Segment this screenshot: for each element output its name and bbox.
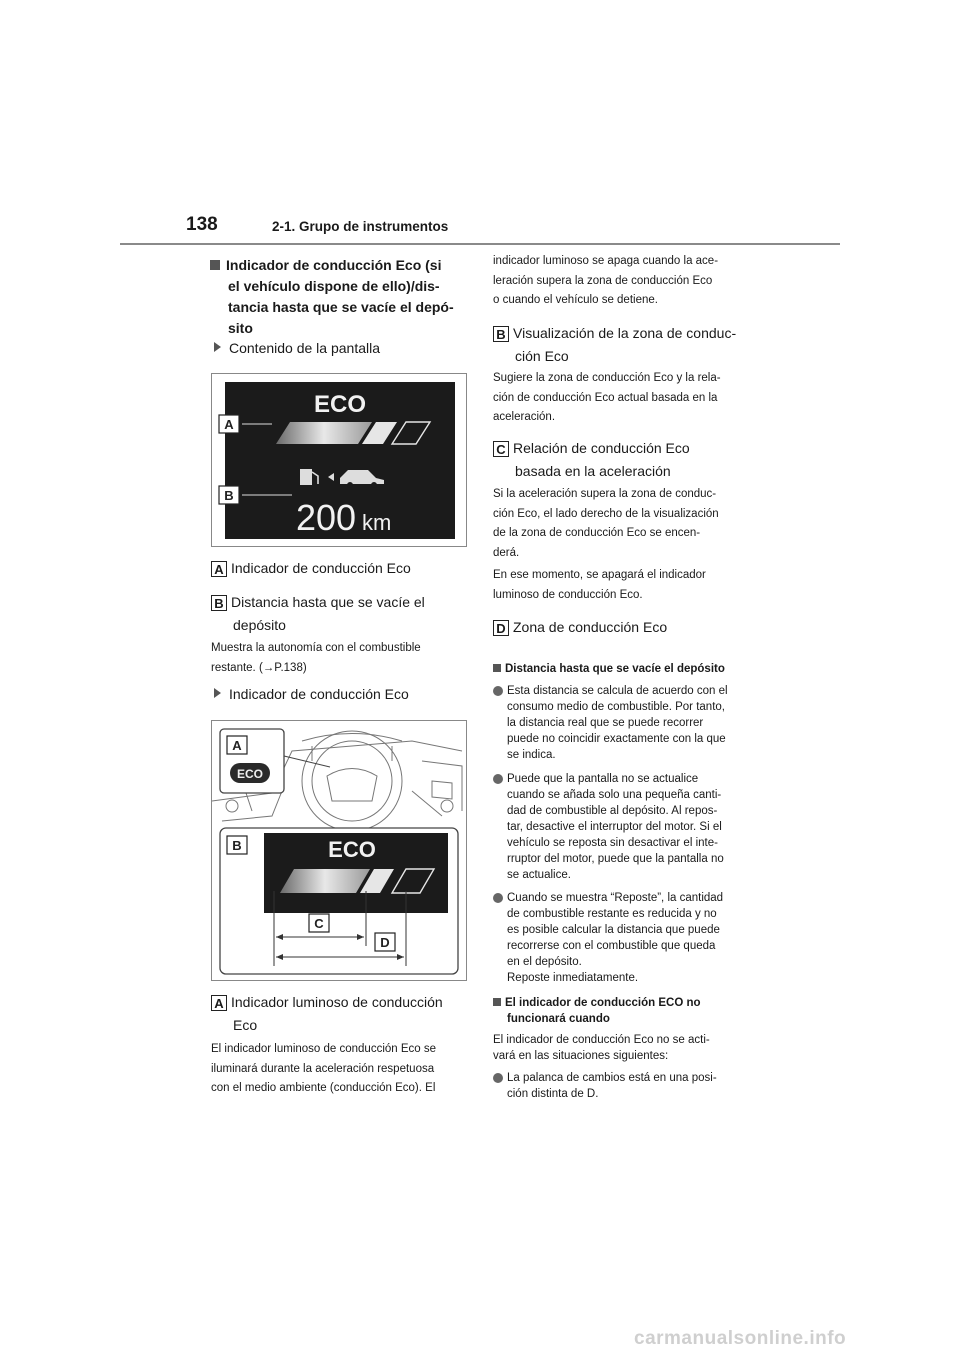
note-bullet-3: Cuando se muestra “Reposte”, la cantidad de combustible restante es reducida y no es posible calcular la distancia que puede recorrerse con el combustible que queda en el depósito. Reposte inmediatamente. <box>493 890 763 986</box>
callout-b: B <box>224 488 234 503</box>
range-unit: km <box>362 510 392 535</box>
eco-bar-text: ECO <box>328 837 376 862</box>
item-b-eco-zone-description: Sugiere la zona de conducción Eco y la rela- ción de conducción Eco actual basada en la aceleración. <box>493 372 721 423</box>
fig2-callout-d: D <box>380 935 390 950</box>
page-number: 138 <box>186 214 218 235</box>
note-eco-not-working-desc: El indicador de conducción Eco no se acti- vará en las situaciones siguientes: <box>493 1034 710 1062</box>
header-divider <box>120 243 840 245</box>
callout-a: A <box>224 417 234 432</box>
fig2-callout-c: C <box>314 916 324 931</box>
eco-display-text: ECO <box>313 391 367 418</box>
triangle-bullet-icon <box>214 342 221 352</box>
note2-bullet-1: La palanca de cambios está en una posi- ción distinta de D. <box>493 1070 763 1102</box>
bullet-dot-icon <box>493 1073 503 1083</box>
item-a-eco-light: A Indicador luminoso de conducción Eco <box>211 992 443 1035</box>
letter-box-a: A <box>211 561 227 577</box>
eco-badge-text: ECO <box>236 767 264 781</box>
bullet-dot-icon <box>493 686 503 696</box>
note-bullet-1: Esta distancia se calcula de acuerdo con el consumo medio de combustible. Por tanto, la distancia real que se puede recorrer puede no coincidir exactamente con la que se indica. <box>493 683 763 763</box>
subheading-eco-indicator: Indicador de conducción Eco <box>214 684 409 704</box>
note-square-icon <box>493 664 501 672</box>
note-bullet-2: Puede que la pantalla no se actualice cuando se añada solo una pequeña canti- dad de combustible al depósito. Al repos- tar, desactive el interruptor del motor. Si el vehículo se reposta sin desactivar el inte- rruptor del motor, puede que la pantalla no se actualice. <box>493 771 763 883</box>
subheading-display-content: Contenido de la pantalla <box>214 338 380 358</box>
item-c-description: Si la aceleración supera la zona de conduc- ción Eco, el lado derecho de la visualización de la zona de conducción Eco se encen- derá. <box>493 488 719 559</box>
eco-light-continued: indicador luminoso se apaga cuando la ace- leración supera la zona de conducción Eco o cuando el vehículo se detiene. <box>493 255 719 306</box>
eco-display-illustration <box>212 374 466 546</box>
bullet-dot-icon <box>493 893 503 903</box>
heading-square-icon <box>210 260 220 270</box>
letter-box-b: B <box>211 595 227 611</box>
main-heading: Indicador de conducción Eco (si el vehículo dispone de ello)/dis- tancia hasta que se vacíe el depó- sito <box>210 255 480 339</box>
watermark: carmanualsonline.info <box>634 1328 847 1349</box>
triangle-bullet-icon <box>214 688 221 698</box>
note-square-icon <box>493 998 501 1006</box>
letter-box-b: B <box>493 326 509 342</box>
item-c-eco-ratio: C Relación de conducción Eco basada en la aceleración <box>493 438 690 481</box>
item-b-eco-zone: B Visualización de la zona de conduc- ción Eco <box>493 323 736 366</box>
item-a-eco-light-description: El indicador luminoso de conducción Eco se iluminará durante la aceleración respetuosa con el medio ambiente (conducción Eco). El <box>211 1043 437 1094</box>
item-b-range: B Distancia hasta que se vacíe el depósito <box>211 592 425 635</box>
dashboard-illustration <box>212 721 466 980</box>
letter-box-d: D <box>493 620 509 636</box>
figure-eco-dashboard <box>211 720 467 981</box>
letter-box-c: C <box>493 441 509 457</box>
item-b-description: Muestra la autonomía con el combustible restante. (→P.138) <box>211 642 421 674</box>
note-range-title: Distancia hasta que se vacíe el depósito <box>493 661 763 677</box>
item-d-eco-zone: D Zona de conducción Eco <box>493 617 667 637</box>
note-eco-not-working-title: El indicador de conducción ECO no funcionará cuando <box>493 995 763 1027</box>
letter-box-a: A <box>211 995 227 1011</box>
figure-eco-display <box>211 373 467 547</box>
item-a-eco-indicator: A Indicador de conducción Eco <box>211 558 411 578</box>
section-title: 2-1. Grupo de instrumentos <box>272 219 449 234</box>
fig2-callout-b: B <box>232 838 242 853</box>
range-value: 200 <box>296 497 357 538</box>
item-c-description-2: En ese momento, se apagará el indicador luminoso de conducción Eco. <box>493 569 706 601</box>
bullet-dot-icon <box>493 774 503 784</box>
fig2-callout-a: A <box>232 738 242 753</box>
